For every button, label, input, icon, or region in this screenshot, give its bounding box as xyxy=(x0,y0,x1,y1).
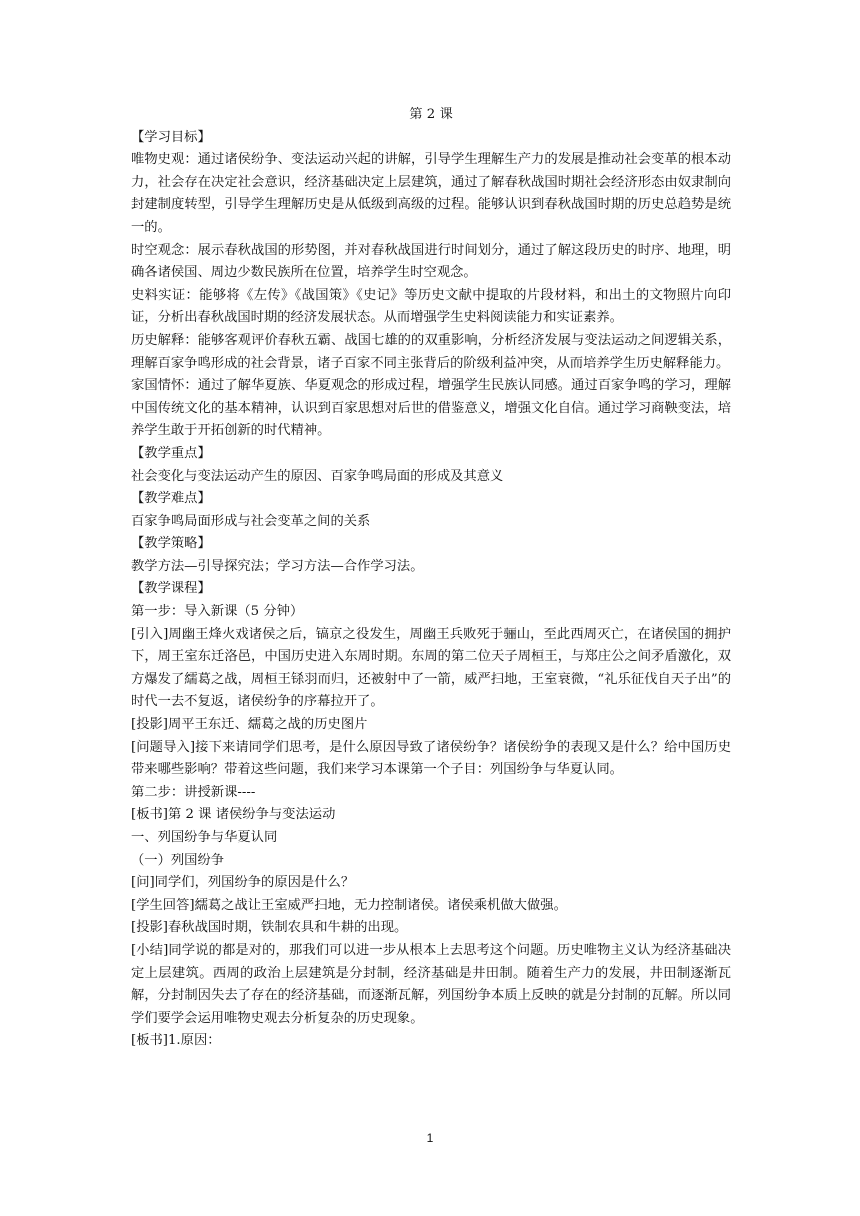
subsection-one: （一）列国纷争 xyxy=(131,852,225,868)
heading-process: 【教学课程】 xyxy=(131,581,211,597)
paragraph-patriotism: 家国情怀：通过了解华夏族、华夏观念的形成过程，增强学生民族认同感。通过百家争鸣的学习，理解中国传统文化的基本精神，认识到百家思想对后世的借鉴意义，增强文化自信。通过学习商鞅变法，培养学生敢于开拓创新的时代精神。 xyxy=(131,378,731,439)
lesson-title: 第 2 课 xyxy=(409,107,453,122)
paragraph-board-title: [板书]第 2 课 诸侯纷争与变法运动 xyxy=(131,807,336,823)
paragraph-student-answer: [学生回答]繻葛之战让王室威严扫地，无力控制诸侯。诸侯乘机做大做强。 xyxy=(131,897,567,913)
step-two: 第二步：讲授新课---- xyxy=(131,784,256,800)
paragraph-interpretation: 历史解释：能够客观评价春秋五霸、战国七雄的的双重影响，分析经济发展与变法运动之间逻辑关系，理解百家争鸣形成的社会背景，诸子百家不同主张背后的阶级利益冲突，从而培养学生历史解释能力。 xyxy=(131,332,731,371)
paragraph-spacetime: 时空观念：展示春秋战国的形势图，并对春秋战国进行时间划分，通过了解这段历史的时序、地理，明确各诸侯国、周边少数民族所在位置，培养学生时空观念。 xyxy=(131,242,731,281)
paragraph-materialism: 唯物史观：通过诸侯纷争、变法运动兴起的讲解，引导学生理解生产力的发展是推动社会变革的根本动力，社会存在决定社会意识，经济基础决定上层建筑，通过了解春秋战国时期社会经济形态由奴隶制向封建制度转型，引导学生理解历史是从低级到高级的过程。能够认识到春秋战国时期的历史总趋势是统一的。 xyxy=(131,152,731,235)
paragraph-key-points: 社会变化与变法运动产生的原因、百家争鸣局面的形成及其意义 xyxy=(131,468,504,484)
paragraph-board-cause: [板书]1.原因： xyxy=(131,1033,221,1049)
page-number: 1 xyxy=(426,1131,434,1145)
heading-key-points: 【教学重点】 xyxy=(131,445,211,461)
paragraph-strategy: 教学方法—引导探究法；学习方法—合作学习法。 xyxy=(131,558,424,574)
document-body xyxy=(131,104,731,1053)
paragraph-summary: [小结]同学说的都是对的，那我们可以进一步从根本上去思考这个问题。历史唯物主义认为经济基础决定上层建筑。西周的政治上层建筑是分封制，经济基础是井田制。随着生产力的发展，井田制逐渐瓦解，分封制因失去了存在的经济基础，而逐渐瓦解，列国纷争本质上反映的就是分封制的瓦解。所以同学们要学会运用唯物史观去分析复杂的历史现象。 xyxy=(131,942,731,1026)
paragraph-evidence: 史料实证：能够将《左传》《战国策》《史记》等历史文献中提取的片段材料，和出土的文物照片向印证，分析出春秋战国时期的经济发展状态。从而增强学生史料阅读能力和实证素养。 xyxy=(131,287,731,326)
paragraph-projection-1: [投影]周平王东迁、繻葛之战的历史图片 xyxy=(131,717,368,733)
paragraph-introduction: [引入]周幽王烽火戏诸侯之后，镐京之役发生，周幽王兵败死于骊山，至此西周灭亡，在诸侯国的拥护下，周王室东迁洛邑，中国历史进入东周时期。东周的第二位天子周桓王，与郑庄公之间矛盾激化，双方爆发了繻葛之战，周桓王铩羽而归，还被射中了一箭，威严扫地，王室衰微，“礼乐征伐自天子出”的时代一去不复返，诸侯纷争的序幕拉开了。 xyxy=(131,626,731,710)
heading-strategy: 【教学策略】 xyxy=(131,536,211,552)
paragraph-projection-2: [投影]春秋战国时期，铁制农具和牛耕的出现。 xyxy=(131,920,408,936)
section-one: 一、列国纷争与华夏认同 xyxy=(131,830,278,845)
step-one: 第一步：导入新课（5 分钟） xyxy=(131,604,304,620)
heading-objectives: 【学习目标】 xyxy=(131,129,211,145)
heading-difficulties: 【教学难点】 xyxy=(131,491,211,507)
paragraph-question-lead: [问题导入]接下来请同学们思考，是什么原因导致了诸侯纷争？诸侯纷争的表现又是什么？给中国历史带来哪些影响？带着这些问题，我们来学习本课第一个子目：列国纷争与华夏认同。 xyxy=(131,739,731,778)
paragraph-difficulties: 百家争鸣局面形成与社会变革之间的关系 xyxy=(131,513,371,529)
paragraph-question: [问]同学们，列国纷争的原因是什么？ xyxy=(131,875,355,891)
